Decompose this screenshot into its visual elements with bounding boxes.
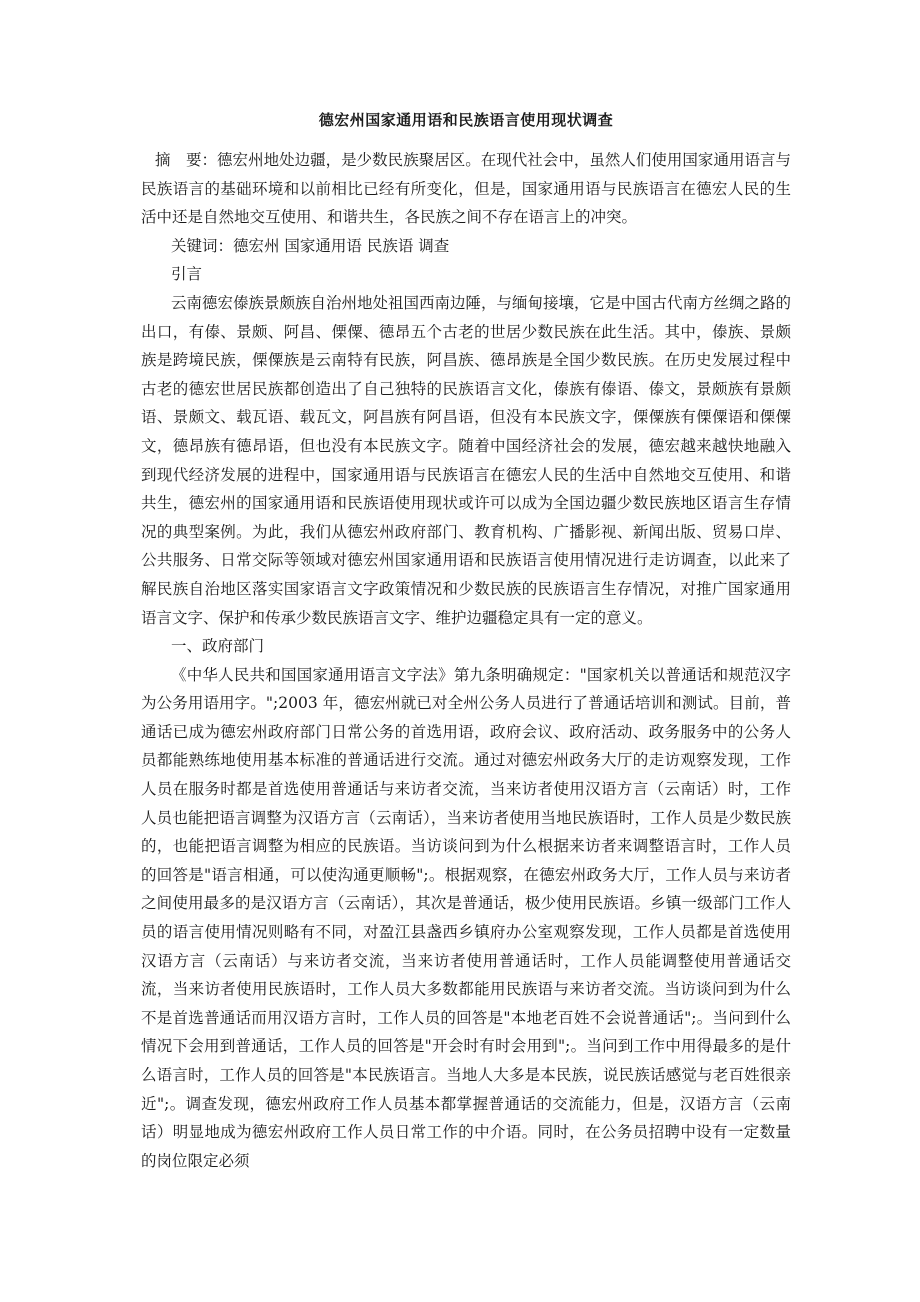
document-page [141, 110, 791, 1175]
intro-paragraph: 云南德宏傣族景颇族自治州地处祖国西南边陲，与缅甸接壤，它是中国古代南方丝绸之路的出口，有傣、景颇、阿昌、傈僳、德昂五个古老的世居少数民族在此生活。其中，傣族、景颇族是跨境民族，傈僳族是云南特有民族，阿昌族、德昂族是全国少数民族。在历史发展过程中古老的德宏世居民族都创造出了自己独特的民族语言文化，傣族有傣语、傣文，景颇族有景颇语、景颇文、载瓦语、载瓦文，阿昌族有阿昌语，但没有本民族文字，傈僳族有傈僳语和傈僳文，德昂族有德昂语，但也没有本民族文字。随着中国经济社会的发展，德宏越来越快地融入到现代经济发展的进程中，国家通用语与民族语言在德宏人民的生活中自然地交互使用、和谐共生，德宏州的国家通用语和民族语使用现状或许可以成为全国边疆少数民族地区语言生存情况的典型案例。为此，我们从德宏州政府部门、教育机构、广播影视、新闻出版、贸易口岸、公共服务、日常交际等领域对德宏州国家通用语和民族语言使用情况进行走访调查，以此来了解民族自治地区落实国家语言文字政策情况和少数民族的民族语言生存情况，对推广国家通用语言文字、保护和传承少数民族语言文字、维护边疆稳定具有一定的意义。 [141, 293, 792, 627]
intro-heading: 引言 [171, 265, 203, 284]
section-paragraph-government: 《中华人民共和国国家通用语言文字法》第九条明确规定："国家机关以普通话和规范汉字为公务用语用字。";2003 年，德宏州就已对全州公务人员进行了普通话培训和测试。目前，普通话已成为德宏州政府部门日常公务的首选用语，政府会议、政府活动、政务服务中的公务人员都能熟练地使用基本标准的普通话进行交流。通过对德宏州政务大厅的走访观察发现，工作人员在服务时都是首选使用普通话与来访者交流，当来访者使用汉语方言（云南话）时，工作人员也能把语言调整为汉语方言（云南话），当来访者使用当地民族语时，工作人员是少数民族的，也能把语言调整为相应的民族语。当访谈问到为什么根据来访者来调整语言时，工作人员的回答是"语言相通，可以使沟通更顺畅";。根据观察，在德宏州政务大厅，工作人员与来访者之间使用最多的是汉语方言（云南话），其次是普通话，极少使用民族语。乡镇一级部门工作人员的语言使用情况则略有不同，对盈江县盏西乡镇府办公室观察发现，工作人员都是首选使用汉语方言（云南话）与来访者交流，当来访者使用普通话时，工作人员能调整使用普通话交流，当来访者使用民族语时，工作人员大多数都能用民族语与来访者交流。当访谈问到为什么不是首选普通话而用汉语方言时，工作人员的回答是"本地老百姓不会说普通话";。当问到什么情况下会用到普通话，工作人员的回答是"开会时有时会用到";。当问到工作中用得最多的是什么语言时，工作人员的回答是"本民族语言。当地人大多是本民族，说民族话感觉与老百姓很亲近";。调查发现，德宏州政府工作人员基本都掌握普通话的交流能力，但是，汉语方言（云南话）明显地成为德宏州政府工作人员日常工作的中介语。同时，在公务员招聘中设有一定数量的岗位限定必须 [141, 665, 791, 1170]
document-title: 德宏州国家通用语和民族语言使用现状调查 [318, 111, 614, 129]
section-heading-government: 一、政府部门 [171, 637, 265, 656]
abstract-paragraph: 摘 要：德宏州地处边疆，是少数民族聚居区。在现代社会中，虽然人们使用国家通用语言与民族语言的基础环境和以前相比已经有所变化，但是，国家通用语与民族语言在德宏人民的生活中还是自然地交互使用、和谐共生，各民族之间不存在语言上的冲突。 [141, 151, 791, 227]
keywords-line: 关键词：德宏州 国家通用语 民族语 调查 [171, 236, 450, 255]
